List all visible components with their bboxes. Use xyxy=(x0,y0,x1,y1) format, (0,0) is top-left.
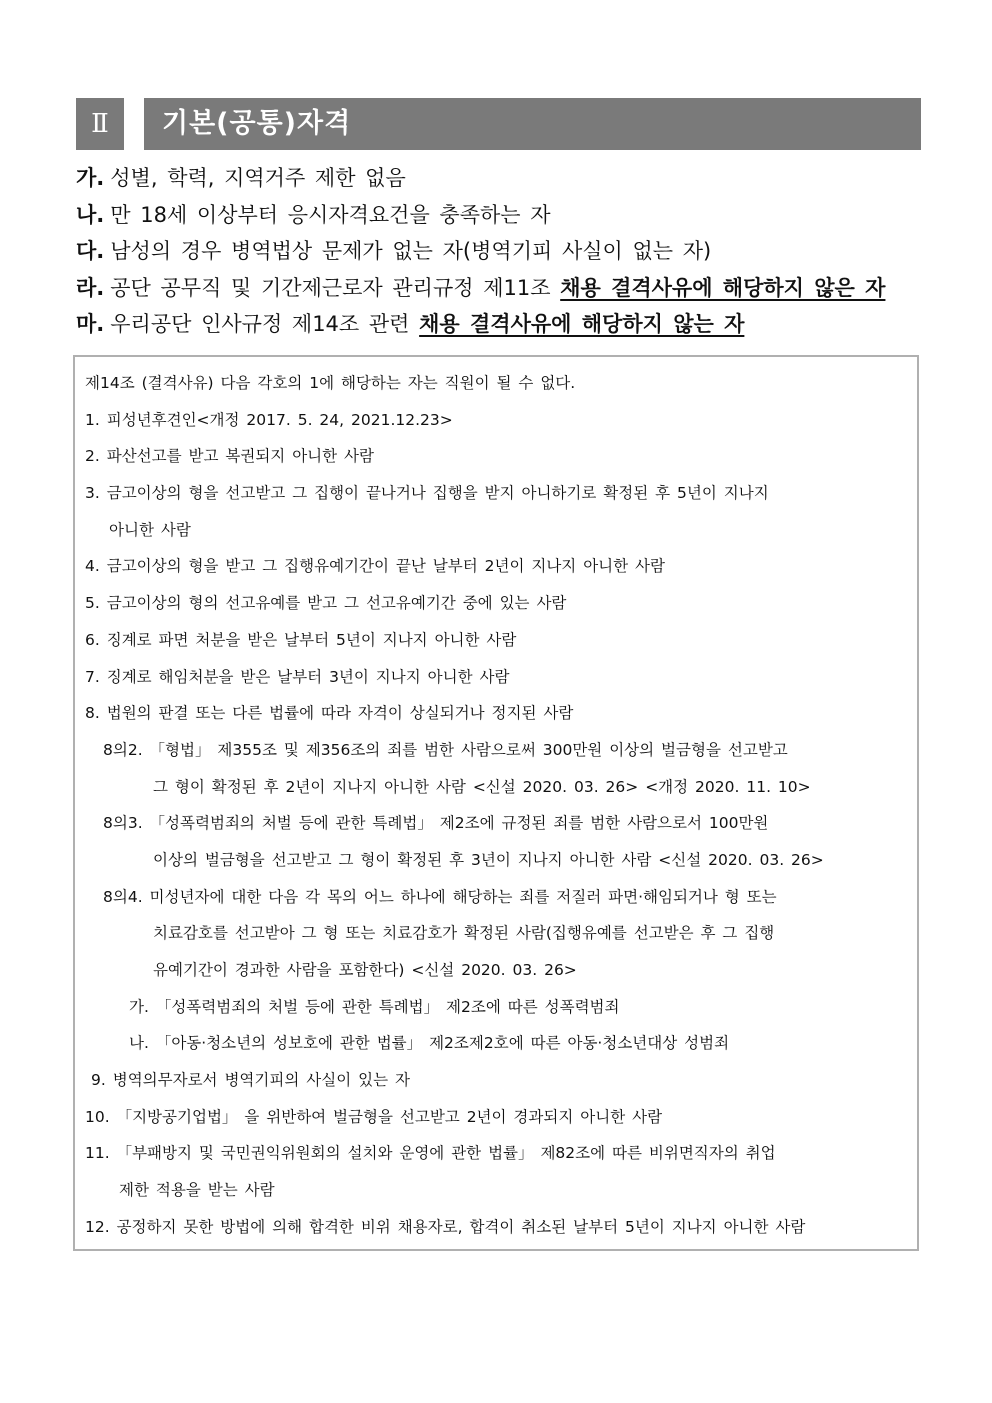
box-line: 그 형이 확정된 후 2년이 지나지 아니한 사람 <신설 2020. 03. 26> <개정 2020. 11. 10> xyxy=(153,777,811,796)
section-title: 기본(공통)자격 xyxy=(144,98,921,150)
box-line: 가. 「성폭력범죄의 처벌 등에 관한 특례법」 제2조에 따른 성폭력범죄 xyxy=(129,997,620,1016)
box-line: 제한 적용을 받는 사람 xyxy=(119,1181,275,1200)
box-line: 4. 금고이상의 형을 받고 그 집행유예기간이 끝난 날부터 2년이 지나지 아니한 사람 xyxy=(85,557,665,576)
qualification-list xyxy=(76,160,921,343)
item-text: 공단 공무직 및 기간제근로자 관리규정 제11조 xyxy=(110,275,561,300)
list-item xyxy=(76,197,921,234)
item-marker: 가. xyxy=(76,166,105,190)
box-line: 7. 징계로 해임처분을 받은 날부터 3년이 지나지 아니한 사람 xyxy=(85,667,510,686)
box-line: 8의3. 「성폭력범죄의 처벌 등에 관한 특례법」 제2조에 규정된 죄를 범한 사람으로서 100만원 xyxy=(103,814,769,833)
box-line: 2. 파산선고를 받고 복권되지 아니한 사람 xyxy=(85,447,374,466)
box-line: 치료감호를 선고받아 그 형 또는 치료감호가 확정된 사람(집행유예를 선고받은 후 그 집행 xyxy=(153,924,775,943)
box-line: 1. 피성년후견인<개정 2017. 5. 24, 2021.12.23> xyxy=(85,410,453,429)
list-item xyxy=(76,160,921,197)
item-text: 성별, 학력, 지역거주 제한 없음 xyxy=(110,166,406,190)
item-marker: 마. xyxy=(76,312,105,336)
box-line: 8. 법원의 판결 또는 다른 법률에 따라 자격이 상실되거나 정지된 사람 xyxy=(85,704,574,723)
box-line: 9. 병역의무자로서 병역기피의 사실이 있는 자 xyxy=(91,1071,410,1090)
box-line: 12. 공정하지 못한 방법에 의해 합격한 비위 채용자로, 합격이 취소된 날부터 5년이 지나지 아니한 사람 xyxy=(85,1217,806,1236)
item-text: 우리공단 인사규정 제14조 관련 xyxy=(110,312,420,336)
box-line: 나. 「아동·청소년의 성보호에 관한 법률」 제2조제2호에 따른 아동·청소년대상 성범죄 xyxy=(129,1034,730,1053)
box-line: 8의2. 「형법」 제355조 및 제356조의 죄를 범한 사람으로써 300만원 이상의 벌금형을 선고받고 xyxy=(103,740,788,759)
box-line: 유예기간이 경과한 사람을 포함한다) <신설 2020. 03. 26> xyxy=(153,961,577,979)
disqualification-box xyxy=(73,355,919,1251)
box-line: 3. 금고이상의 형을 선고받고 그 집행이 끝나거나 집행을 받지 아니하기로 확정된 후 5년이 지나지 xyxy=(85,484,769,503)
box-line: 아니한 사람 xyxy=(109,520,191,539)
item-text: 남성의 경우 병역법상 문제가 없는 자(병역기피 사실이 없는 자) xyxy=(110,239,712,263)
box-heading: 제14조 (결격사유) 다음 각호의 1에 해당하는 자는 직원이 될 수 없다. xyxy=(85,374,576,392)
box-line: 11. 「부패방지 및 국민권익위원회의 설치와 운영에 관한 법률」 제82조에 따른 비위면직자의 취업 xyxy=(85,1144,776,1163)
item-text: 만 18세 이상부터 응시자격요건을 충족하는 자 xyxy=(110,202,551,227)
list-item xyxy=(76,306,921,343)
item-marker: 라. xyxy=(76,275,105,300)
box-line: 8의4. 미성년자에 대한 다음 각 목의 어느 하나에 해당하는 죄를 저질러 파면·해임되거나 형 또는 xyxy=(103,887,777,906)
list-item xyxy=(76,270,921,307)
section-number: Ⅱ xyxy=(76,98,124,150)
item-highlight: 채용 결격사유에 해당하지 않은 자 xyxy=(560,275,886,300)
box-line: 6. 징계로 파면 처분을 받은 날부터 5년이 지나지 아니한 사람 xyxy=(85,630,517,649)
item-marker: 나. xyxy=(76,202,105,227)
item-marker: 다. xyxy=(76,239,105,263)
item-highlight: 채용 결격사유에 해당하지 않는 자 xyxy=(419,312,745,336)
list-item xyxy=(76,233,921,270)
box-line: 10. 「지방공기업법」 을 위반하여 벌금형을 선고받고 2년이 경과되지 아니한 사람 xyxy=(85,1107,663,1126)
box-line: 이상의 벌금형을 선고받고 그 형이 확정된 후 3년이 지나지 아니한 사람 <신설 2020. 03. 26> xyxy=(153,850,824,869)
box-line: 5. 금고이상의 형의 선고유예를 받고 그 선고유예기간 중에 있는 사람 xyxy=(85,594,567,613)
